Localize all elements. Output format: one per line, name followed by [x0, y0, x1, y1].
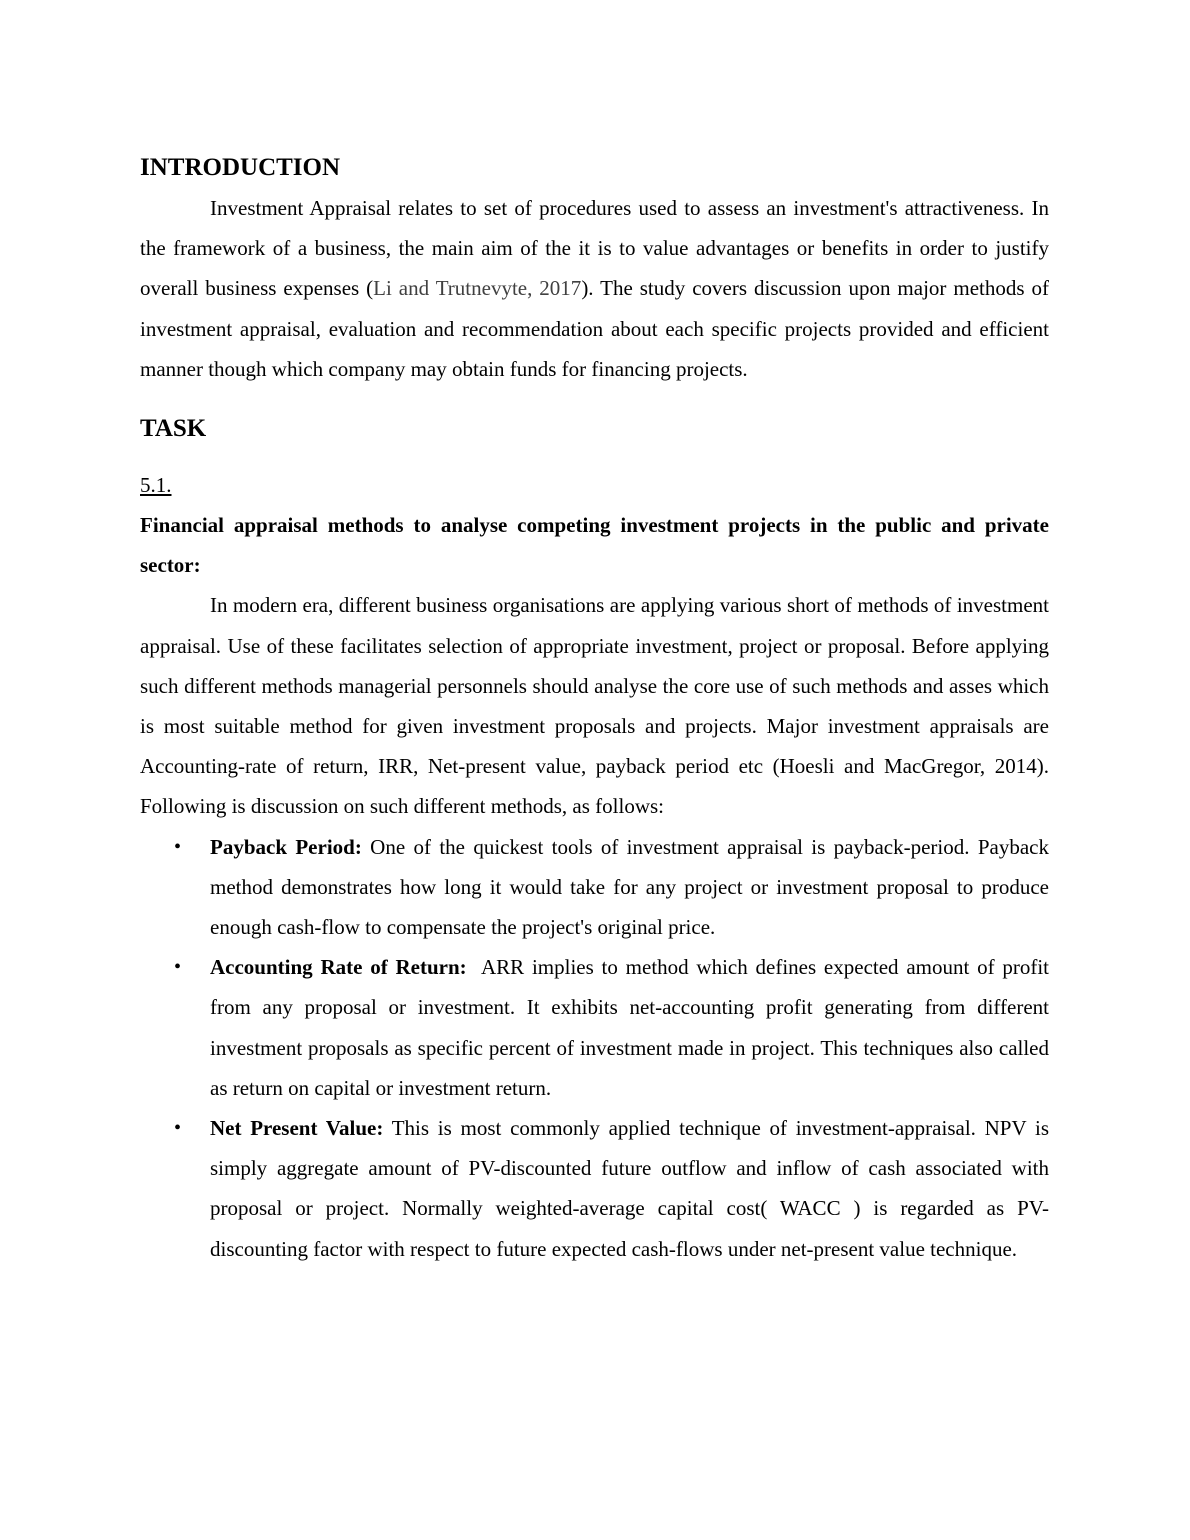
method-description: This is most commonly applied technique of investment-appraisal. NPV is simply aggregate amount of PV-discounted future outflow and inflow of cash associated with proposal or project. Normally weighted-average capital cost( WACC ) is regarded as PV-discounting factor with respect to future expected cash-flows under net-present value technique.: [210, 1116, 1049, 1261]
list-item-net-present-value: [140, 1108, 1049, 1269]
introduction-citation: Li and Trutnevyte, 2017: [373, 276, 582, 301]
bullet-icon: •: [174, 956, 182, 979]
introduction-text-end: ). The study covers discussion upon major methods of investment appraisal, evaluation and recommendation about each specific projects provided and efficient manner though which company may obtain funds for financing projects.: [140, 276, 1049, 381]
list-item-accounting-rate-of-return: [140, 947, 1060, 1108]
introduction-text-start: Investment Appraisal relates to set of procedures used to assess an investment's attractiveness. In the framework of a business, the main aim of the it is to value advantages or benefits in order to justify overall business expenses (: [140, 196, 1049, 301]
method-description: ARR implies to method which defines expected amount of profit from any proposal or investment. It exhibits net-accounting profit generating from different investment proposals as specific percent of investment made in project. This techniques also called as return on capital or investment return.: [210, 955, 1060, 1100]
methods-list: [140, 827, 1060, 1269]
list-item-payback-period: [140, 827, 1049, 948]
section-title: Financial appraisal methods to analyse competing investment projects in the public and private sector:: [140, 513, 1049, 578]
bullet-icon: •: [174, 1117, 182, 1140]
task-paragraph: In modern era, different business organisations are applying various short of methods of investment appraisal. Use of these facilitates selection of appropriate investment, project or proposal. Before applying such different methods managerial personnels should analyse the core use of such methods and asses which is most suitable method for given investment proposals and projects. Major investment appraisals are Accounting-rate of return, IRR, Net-present value, payback period etc (Hoesli and MacGregor, 2014). Following is discussion on such different methods, as follows:: [140, 593, 1049, 819]
method-term: Payback Period:: [210, 834, 362, 859]
method-description: One of the quickest tools of investment appraisal is payback-period. Payback method demonstrates how long it would take for any project or investment proposal to produce enough cash-flow to compensate the project's original price.: [210, 834, 1049, 940]
introduction-heading: INTRODUCTION: [140, 154, 341, 181]
bullet-icon: •: [174, 835, 182, 858]
introduction-paragraph: [140, 188, 1049, 389]
section-number: 5.1.: [140, 473, 172, 498]
document-page: [140, 148, 1060, 1269]
task-heading: TASK: [140, 415, 207, 443]
method-term: Accounting Rate of Return:: [210, 955, 467, 980]
method-term: Net Present Value:: [210, 1116, 384, 1141]
